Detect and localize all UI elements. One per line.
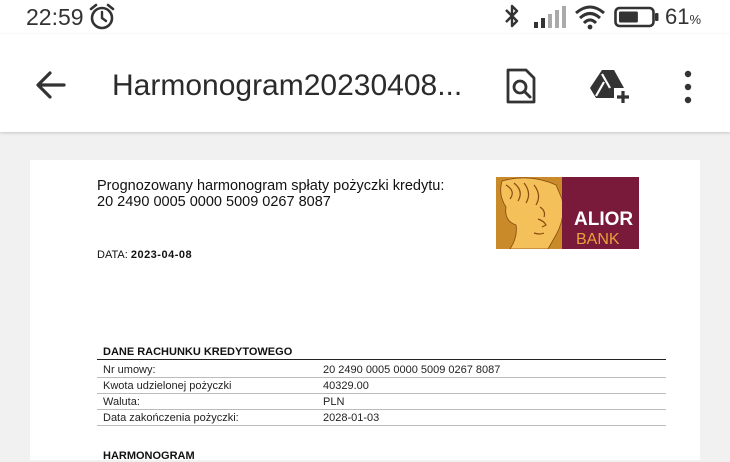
add-to-drive-icon[interactable]: [588, 68, 632, 106]
section-title: DANE RACHUNKU KREDYTOWEGO: [103, 346, 293, 358]
table-row: Nr umowy: 20 2490 0005 0000 5009 0267 8087: [103, 364, 501, 376]
document-date: DATA: 2023-04-08: [97, 249, 193, 261]
row-divider: [97, 425, 666, 426]
row-divider: [97, 377, 666, 378]
account-details-table: [103, 362, 663, 426]
battery-icon: [614, 6, 660, 28]
table-row: Data zakończenia pożyczki: 2028-01-03: [103, 412, 380, 424]
svg-text:BANK: BANK: [576, 231, 620, 248]
find-in-page-icon[interactable]: [504, 67, 538, 105]
bluetooth-icon: [500, 3, 524, 29]
signal-icon: [532, 6, 566, 28]
table-row: Kwota udzielonej pożyczki 40329.00: [103, 380, 369, 392]
wifi-icon: [574, 4, 606, 30]
alior-bank-logo: [496, 177, 639, 249]
status-time: 22:59: [26, 4, 84, 30]
battery-percent: 61%: [665, 4, 702, 29]
row-divider: [97, 409, 666, 410]
app-bar: [0, 34, 730, 132]
row-divider: [97, 393, 666, 394]
more-vert-icon[interactable]: [676, 68, 700, 106]
back-arrow-icon[interactable]: [34, 68, 68, 102]
schedule-section-title: HARMONOGRAM: [103, 450, 195, 462]
alarm-icon: [88, 3, 116, 31]
status-bar: [0, 0, 730, 34]
svg-text:ALIOR: ALIOR: [574, 209, 634, 230]
pdf-page[interactable]: [30, 160, 700, 460]
document-title: Harmonogram20230408...: [112, 69, 463, 102]
doc-heading: Prognozowany harmonogram spłaty pożyczki kredytu: 20 2490 0005 0000 5009 0267 8087: [97, 178, 445, 210]
section-divider: [97, 359, 666, 360]
table-row: Waluta: PLN: [103, 396, 345, 408]
